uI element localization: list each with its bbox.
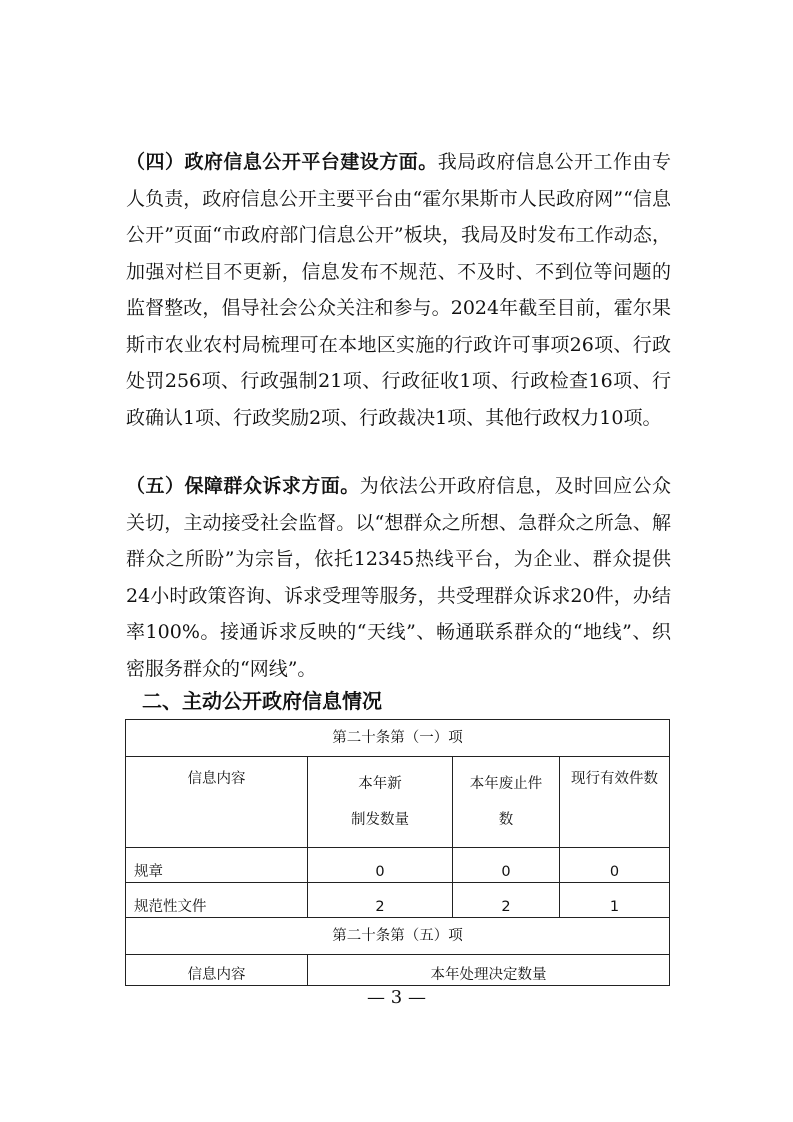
paragraph-public-appeals — [126, 468, 671, 687]
paragraph-platform-construction — [126, 144, 671, 436]
table-section-row — [126, 720, 670, 757]
table-section-title: 第二十条第（五）项 — [126, 918, 670, 955]
table-section-row — [126, 918, 670, 955]
header-valid: 现行有效件数 — [560, 757, 670, 848]
header-abolished-line1: 本年废止件 — [469, 776, 543, 792]
table-row — [126, 848, 670, 883]
table-header-row — [126, 955, 670, 986]
page-number: — 3 — — [367, 987, 426, 1008]
header-abolished-line2: 数 — [498, 812, 514, 828]
paragraph-body: 我局政府信息公开工作由专人负责，政府信息公开主要平台由“霍尔果斯市人民政府网”“信息公开”页面“市政府部门信息公开”板块，我局及时发布工作动态，加强对栏目不更新，信息发布不规范、不及时、不到位等问题的监督整改，倡导社会公众关注和参与。2024年截至目前，霍尔果斯市农业农村局梳理可在本地区实施的行政许可事项26项、行政处罚256项、行政强制21项、行政征收1项、行政检查16项、行政确认1项、行政奖励2项、行政裁决1项、其他行政权力10项。 — [126, 151, 671, 429]
header-content: 信息内容 — [126, 757, 308, 848]
row-new: 2 — [308, 883, 453, 918]
header-abolished — [453, 757, 560, 848]
paragraph-body: 为依法公开政府信息，及时回应公众关切，主动接受社会监督。以“想群众之所想、急群众之所急、解群众之所盼”为宗旨，依托12345热线平台，为企业、群众提供24小时政策咨询、诉求受理等服务，共受理群众诉求20件，办结率100%。接通诉求反映的“天线”、畅通联系群众的“地线”、织密服务群众的“网线”。 — [126, 475, 671, 680]
row-new: 0 — [308, 848, 453, 883]
header-new-line1: 本年新 — [358, 776, 402, 792]
header-new-line2: 制发数量 — [351, 812, 409, 828]
row-abolished: 0 — [453, 848, 560, 883]
header-content: 信息内容 — [126, 955, 308, 986]
header-new — [308, 757, 453, 848]
row-label: 规章 — [126, 848, 308, 883]
section-heading: 二、主动公开政府信息情况 — [142, 689, 382, 713]
header-decisions: 本年处理决定数量 — [308, 955, 670, 986]
table-section-title: 第二十条第（一）项 — [126, 720, 670, 757]
paragraph-lead: （五）保障群众诉求方面。 — [126, 475, 360, 497]
paragraph-lead: （四）政府信息公开平台建设方面。 — [126, 151, 438, 173]
row-label: 规范性文件 — [126, 883, 308, 918]
row-valid: 1 — [560, 883, 670, 918]
table-header-row — [126, 757, 670, 848]
disclosure-table — [125, 719, 670, 986]
table-row — [126, 883, 670, 918]
row-valid: 0 — [560, 848, 670, 883]
row-abolished: 2 — [453, 883, 560, 918]
